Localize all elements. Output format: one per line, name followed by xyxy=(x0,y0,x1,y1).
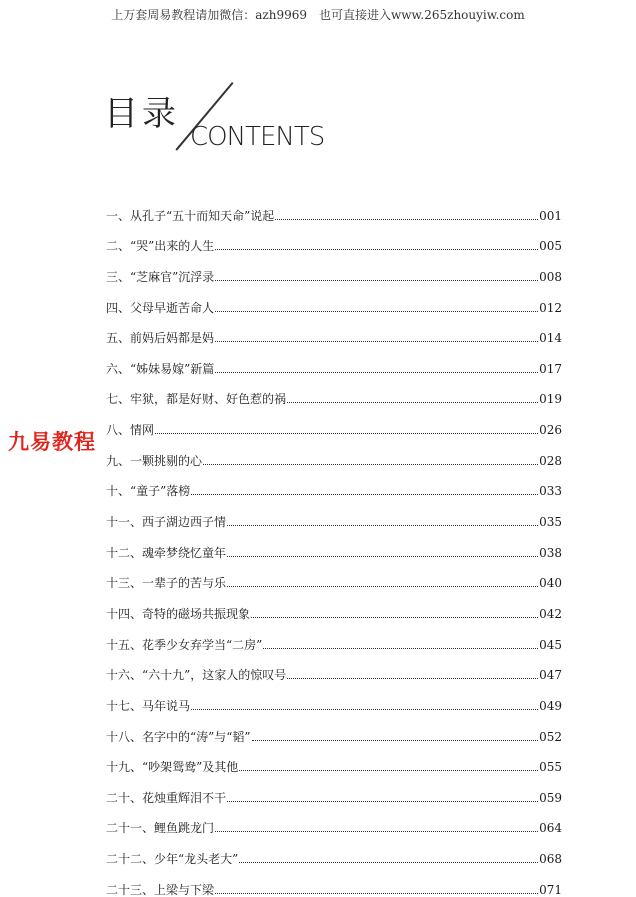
toc-entry-title: 二十一、鲤鱼跳龙门 xyxy=(106,821,215,836)
toc-entry[interactable] xyxy=(106,835,562,866)
toc-entry-page: 064 xyxy=(539,821,562,836)
toc-entry-page: 045 xyxy=(539,637,562,652)
watermark-stamp: 九易教程 xyxy=(6,426,98,456)
toc-entry-title: 十九、“吵架鸳鸯”及其他 xyxy=(106,760,239,775)
toc-entry[interactable] xyxy=(106,652,562,683)
toc-entry-title: 二十、花烛重辉泪不干 xyxy=(106,790,227,805)
dot-leader xyxy=(203,464,538,465)
toc-entry-title: 十七、马年说马 xyxy=(106,698,191,713)
title-english: CONTENTS xyxy=(190,122,325,152)
toc-entry-page: 055 xyxy=(539,760,562,775)
dot-leader xyxy=(239,862,538,863)
toc-entry-page: 017 xyxy=(539,361,562,376)
dot-leader xyxy=(215,249,538,250)
toc-entry[interactable] xyxy=(106,376,562,407)
toc-entry-title: 九、一颗挑剔的心 xyxy=(106,453,203,468)
toc-entry-page: 001 xyxy=(539,208,562,223)
toc-entry[interactable] xyxy=(106,621,562,652)
toc-entry-page: 047 xyxy=(539,668,562,683)
toc-entry[interactable] xyxy=(106,284,562,315)
dot-leader xyxy=(287,402,538,403)
toc-entry-page: 033 xyxy=(539,484,562,499)
toc-entry-title: 一、从孔子“五十而知天命”说起 xyxy=(106,208,275,223)
toc-entry-title: 十、“童子”落榜 xyxy=(106,484,191,499)
toc-entry-title: 二十二、少年“龙头老大” xyxy=(106,852,239,867)
toc-entry[interactable] xyxy=(106,223,562,254)
dot-leader xyxy=(155,433,538,434)
toc-entry-title: 二十三、上梁与下梁 xyxy=(106,882,215,897)
dot-leader xyxy=(227,556,538,557)
header-text: 上万套周易教程请加微信：azh9969 也可直接进入www.265zhouyiw.com xyxy=(111,8,525,22)
toc-entry-page: 042 xyxy=(539,606,562,621)
toc-entry[interactable] xyxy=(106,253,562,284)
toc-entry[interactable] xyxy=(106,529,562,560)
toc-entry[interactable] xyxy=(106,468,562,499)
toc-entry[interactable] xyxy=(106,805,562,836)
toc-entry-page: 035 xyxy=(539,515,562,530)
toc-entry-page: 040 xyxy=(539,576,562,591)
toc-entry[interactable] xyxy=(106,406,562,437)
toc-entry-page: 049 xyxy=(539,698,562,713)
dot-leader xyxy=(227,586,538,587)
toc-entry[interactable] xyxy=(106,774,562,805)
dot-leader xyxy=(191,709,538,710)
title-chinese: 目录 xyxy=(104,94,180,134)
toc-entry-title: 七、牢狱，都是好财、好色惹的祸 xyxy=(106,392,287,407)
toc-entry[interactable] xyxy=(106,345,562,376)
toc-entry[interactable] xyxy=(106,498,562,529)
dot-leader xyxy=(215,831,538,832)
dot-leader xyxy=(215,372,538,373)
toc-entry-title: 十四、奇特的磁场共振现象 xyxy=(106,606,251,621)
toc-entry[interactable] xyxy=(106,744,562,775)
toc-entry-page: 068 xyxy=(539,852,562,867)
dot-leader xyxy=(263,648,538,649)
toc-entry-page: 012 xyxy=(539,300,562,315)
toc-entry[interactable] xyxy=(106,866,562,897)
dot-leader xyxy=(215,280,538,281)
dot-leader xyxy=(239,770,538,771)
dot-leader xyxy=(287,678,538,679)
toc-entry[interactable] xyxy=(106,590,562,621)
toc-entry-title: 十二、魂牵梦绕忆童年 xyxy=(106,545,227,560)
dot-leader xyxy=(275,219,538,220)
toc-entry-page: 071 xyxy=(539,882,562,897)
toc-entry-title: 十五、花季少女弃学当“二房” xyxy=(106,637,263,652)
toc-entry-page: 019 xyxy=(539,392,562,407)
toc-entry-title: 十三、一辈子的苦与乐 xyxy=(106,576,227,591)
toc-entry-title: 十八、名字中的“涛”与“韬” xyxy=(106,729,251,744)
dot-leader xyxy=(227,801,538,802)
toc-entry-title: 二、“哭”出来的人生 xyxy=(106,239,215,254)
toc-entry-title: 八、情网 xyxy=(106,423,155,438)
toc-entry-title: 十一、西子湖边西子情 xyxy=(106,515,227,530)
toc-entry-title: 五、前妈后妈都是妈 xyxy=(106,331,215,346)
toc-entry[interactable] xyxy=(106,192,562,223)
toc-entry[interactable] xyxy=(106,560,562,591)
dot-leader xyxy=(227,525,538,526)
dot-leader xyxy=(215,341,538,342)
toc-entry[interactable] xyxy=(106,682,562,713)
dot-leader xyxy=(215,311,538,312)
toc-entry-page: 059 xyxy=(539,790,562,805)
toc-entry-title: 十六、“六十九”，这家人的惊叹号 xyxy=(106,668,287,683)
dot-leader xyxy=(251,617,538,618)
table-of-contents xyxy=(106,192,562,897)
toc-entry-page: 028 xyxy=(539,453,562,468)
dot-leader xyxy=(252,740,539,741)
toc-entry[interactable] xyxy=(106,437,562,468)
toc-entry-page: 038 xyxy=(539,545,562,560)
toc-entry-page: 052 xyxy=(539,729,562,744)
toc-entry-page: 008 xyxy=(539,269,562,284)
toc-entry-title: 四、父母早逝苦命人 xyxy=(106,300,215,315)
toc-entry-page: 005 xyxy=(539,239,562,254)
contents-heading xyxy=(104,86,344,166)
dot-leader xyxy=(191,494,538,495)
toc-entry[interactable] xyxy=(106,315,562,346)
toc-entry-page: 014 xyxy=(539,331,562,346)
toc-entry-page: 026 xyxy=(539,423,562,438)
toc-entry[interactable] xyxy=(106,713,562,744)
toc-entry-title: 三、“芝麻官”沉浮录 xyxy=(106,269,215,284)
dot-leader xyxy=(215,893,538,894)
toc-entry-title: 六、“姊妹易嫁”新篇 xyxy=(106,361,215,376)
